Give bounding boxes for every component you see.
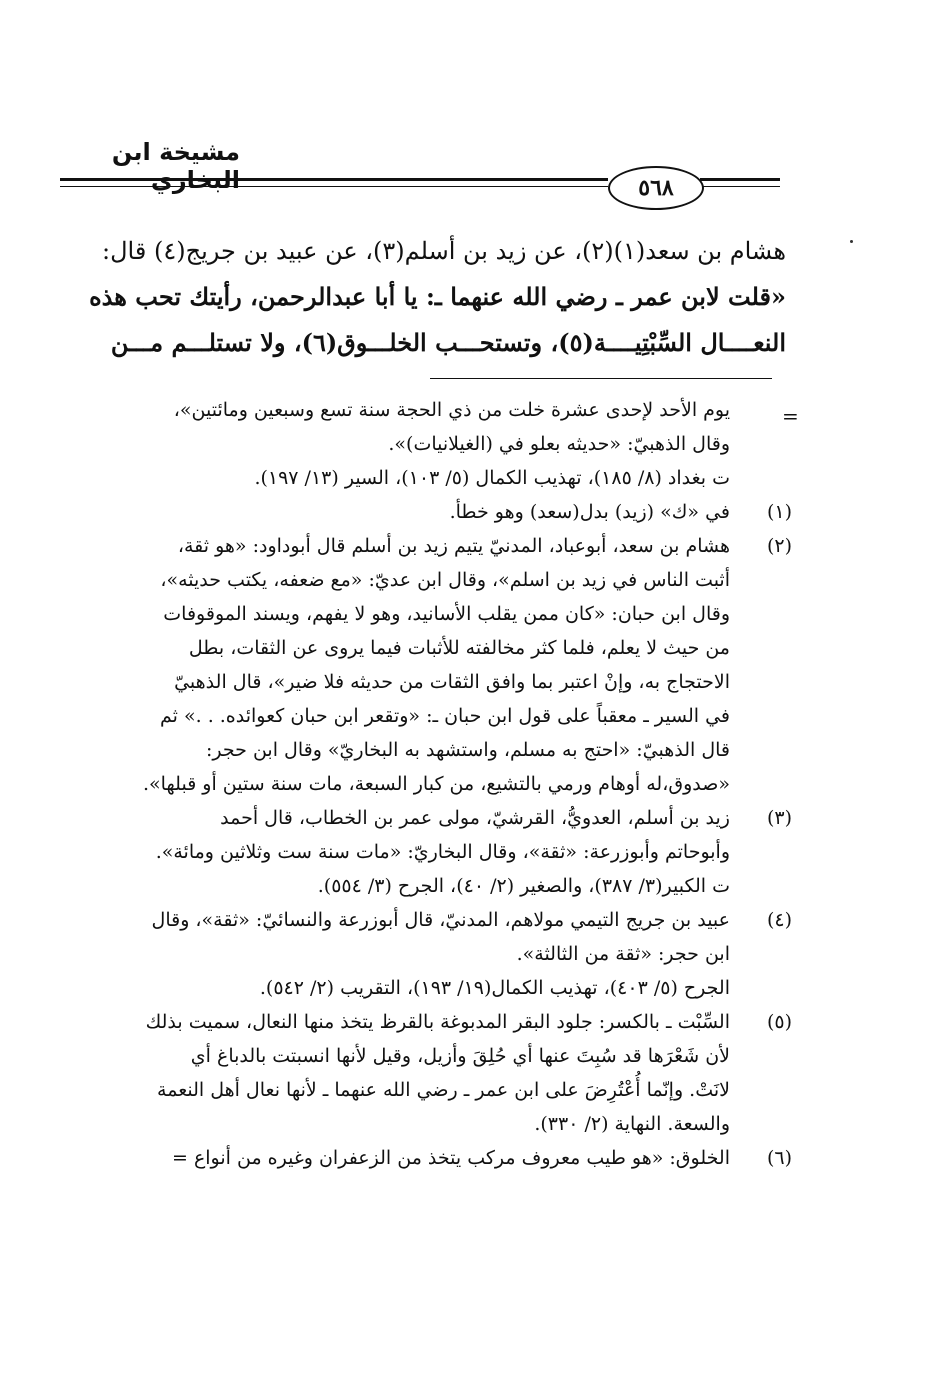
footnote-line: الجرح (٥/ ٤٠٣)، تهذيب الكمال(١٩/ ١٩٣)، التقريب (٢/ ٥٤٢). — [259, 977, 730, 999]
page-number — [608, 166, 704, 210]
header-rule-left-thin — [60, 186, 608, 187]
footnote-number: (٦) — [766, 1147, 792, 1169]
footnote-number: (٣) — [766, 807, 792, 829]
footnote-1 — [66, 495, 792, 529]
running-header-title: مشيخة ابن البخاري — [111, 138, 240, 194]
footnote-continuation — [66, 393, 792, 495]
footnote-line: «صدوق،له أوهام ورمي بالتشيع، من كبار السبعة، مات سنة ستين أو قبلها». — [142, 773, 730, 795]
footnote-line: لانَتْ. وإنّما أُعْتُرِضَ على ابن عمر ـ رضي الله عنهما ـ لأنها نعال أهل النعمة — [157, 1079, 730, 1101]
header-rule-left-thick — [60, 178, 608, 181]
footnote-line: يوم الأحد لإحدى عشرة خلت من ذي الحجة سنة تسع وسبعين ومائتين»، — [173, 399, 730, 421]
main-text-line: «قلت لابن عمر ـ رضي الله عنهما ـ: يا أبا عبدالرحمن، رأيتك تحب هذه — [89, 282, 786, 311]
footnote-line: في «ك» (زيد) بدل(سعد) وهو خطأ. — [449, 501, 730, 523]
footnotes — [66, 393, 792, 1175]
footnote-separator — [430, 378, 772, 379]
footnote-3 — [66, 801, 792, 903]
continuation-mark: = — [782, 404, 799, 428]
main-text-line: هشام بن سعد(١)(٢)، عن زيد بن أسلم(٣)، عن عبيد بن جريج(٤) قال: — [102, 237, 786, 265]
footnote-number: (٢) — [766, 535, 792, 557]
footnote-line: عبيد بن جريج التيمي مولاهم، المدنيّ، قال أبوزرعة والنسائيّ: «ثقة»، وقال — [151, 909, 730, 931]
footnote-line: في السير ـ معقباً على قول ابن حبان ـ: «وتقعر ابن حبان كعوائده. . .» ثم — [160, 705, 730, 727]
footnote-line: ت بغداد (٨/ ١٨٥)، تهذيب الكمال (٥/ ١٠٣)، السير (١٣/ ١٩٧). — [254, 467, 730, 489]
footnote-line: أثبت الناس في زيد بن اسلم»، وقال ابن عديّ: «مع ضعفه، يكتب حديثه»، — [160, 569, 730, 591]
footnote-2 — [66, 529, 792, 801]
footnote-line: لأن شَعْرَها قد سُبِتَ عنها أي حُلِقَ وأزيل، وقيل لأنها انسبتت بالدباغ أي — [190, 1045, 730, 1067]
footnote-line: هشام بن سعد، أبوعباد، المدنيّ يتيم زيد بن أسلم قال أبوداود: «هو ثقة، — [177, 535, 730, 557]
footnote-number: (٤) — [766, 909, 792, 931]
footnote-5 — [66, 1005, 792, 1141]
footnote-line: زيد بن أسلم، العدويُّ، القرشيّ، مولى عمر بن الخطاب، قال أحمد — [220, 807, 730, 829]
footnote-line: ت الكبير(٣/ ٣٨٧)، والصغير (٢/ ٤٠)، الجرح (٣/ ٥٥٤). — [317, 875, 730, 897]
footnote-line: وقال ابن حبان: «كان ممن يقلب الأسانيد، وهو لا يفهم، ويسند الموقوفات — [163, 603, 730, 625]
footnote-line: وأبوحاتم وأبوزرعة: «ثقة»، وقال البخاريّ: «مات سنة ست وثلاثين ومائة». — [155, 841, 730, 863]
header-rule-right-thin — [700, 186, 780, 187]
main-text — [70, 228, 786, 366]
footnote-line: ابن حجر: «ثقة من الثالثة». — [516, 943, 730, 965]
footnote-4 — [66, 903, 792, 1005]
header-rule-right-thick — [700, 178, 780, 181]
footnote-line: من حيث لا يعلم، فلما كثر مخالفته للأثبات فيما يروى عن الثقات، بطل — [188, 637, 730, 659]
main-text-line: النعــــال السِّبْتِيــــة(٥)، وتستحـــب الخلـــوق(٦)، ولا تستلـــم مـــن — [110, 328, 786, 357]
footnote-line: الاحتجاج به، وإنْ اعتبر بما وافق الثقات من حديثه فلا ضير»، قال الذهبيّ — [174, 671, 730, 693]
footnote-line: قال الذهبيّ: «احتج به مسلم، واستشهد به البخاريّ» وقال ابن حجر: — [206, 739, 730, 761]
footnote-line: وقال الذهبيّ: «حديثه بعلو في (الغيلانيات)». — [388, 433, 730, 455]
footnote-6 — [66, 1141, 792, 1175]
page-number-label: ٥٦٨ — [638, 175, 674, 201]
footnote-number: (١) — [766, 501, 792, 523]
footnote-line: السِّبْت ـ بالكسر: جلود البقر المدبوغة بالقرظ يتخذ منها النعال، سميت بذلك — [145, 1011, 730, 1033]
footnote-line: الخلوق: «هو طيب معروف مركب يتخذ من الزعفران وغيره من أنواع = — [171, 1147, 730, 1169]
footnote-line: والسعة. النهاية (٢/ ٣٣٠). — [534, 1113, 730, 1135]
stray-dot — [850, 240, 853, 243]
footnote-number: (٥) — [766, 1011, 792, 1033]
